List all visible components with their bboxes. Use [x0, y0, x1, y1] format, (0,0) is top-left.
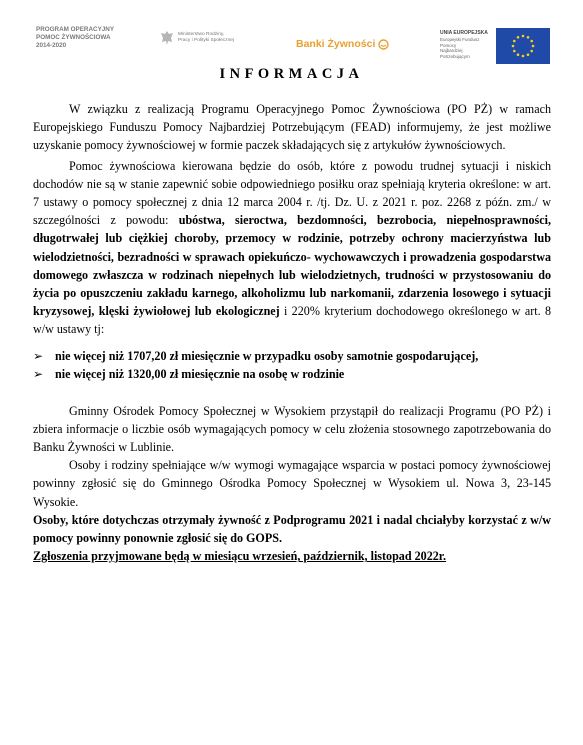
arrow-icon: ➢ [33, 348, 44, 363]
eu-flag-icon [496, 28, 550, 64]
program-logo-line: 2014-2020 [36, 42, 67, 49]
food-bank-logo [296, 38, 389, 50]
ministry-line: Ministerstwo Rodziny, [178, 32, 225, 37]
logo-bar [0, 0, 583, 64]
ministry-line: Pracy i Polityki Społecznej [178, 38, 234, 43]
paragraph-gops: Gminny Ośrodek Pomocy Społecznej w Wysokiem przystąpił do realizacji Programu (PO PŻ) i zbiera informacje o liczbie osób wymagających pomocy w celu złożenia stosownego zapotrzebowania do Banku Żywności w Lublinie. [33, 403, 551, 455]
income-limits-list [33, 347, 551, 384]
list-item [33, 365, 551, 384]
eu-line: Najbardziej Potrzebującym [440, 48, 470, 60]
page-title: INFORMACJA [219, 66, 364, 82]
spacer [33, 384, 551, 402]
paragraph-deadline: Zgłoszenia przyjmowane będą w miesiącu wrzesień, październik, listopad 2022r. [33, 549, 447, 564]
program-logo-line: PROGRAM OPERACYJNY [36, 26, 115, 33]
ministry-logo [160, 30, 234, 46]
criteria-text: Pomoc żywnościowa kierowana będzie do osób, które z powodu trudnej sytuacji i niskich dochodów nie są w stanie zapewnić sobie odpowiedniego posiłku oraz spełniają kryteria określone: w art. 7 ustawy o pomocy społecznej z dnia 12 marca 2004 r. /tj. Dz. U. z 2021 r. poz. 2268 z późn. zm./ w szczególności z powodu: [33, 158, 551, 228]
arrow-icon: ➢ [33, 367, 44, 382]
paragraph-intro: W związku z realizacją Programu Operacyjnego Pomoc Żywnościowa (PO PŻ) w ramach Europejskiego Funduszu Pomocy Najbardziej Potrzebującym (FEAD) informujemy, że jest możliwe uzyskanie pomocy żywnościowej w formie paczek składających się z artykułów żywnościowych. [33, 102, 551, 153]
eu-logo [440, 28, 550, 64]
paragraph-criteria [33, 157, 551, 339]
eagle-icon [160, 30, 174, 46]
document-body [33, 100, 551, 565]
eu-line: Europejski Fundusz Pomocy [440, 36, 480, 48]
criteria-income: i 220% kryterium dochodowego określonego w art. 8 w/w ustawy tj: [33, 304, 551, 337]
program-logo-line: POMOC ŻYWNOŚCIOWA [36, 34, 111, 41]
food-bank-icon [378, 39, 389, 50]
eu-line: UNIA EUROPEJSKA [440, 30, 488, 36]
limit-single: nie więcej niż 1707,20 zł miesięcznie w przypadku osoby samotnie gospodarującej, [55, 348, 479, 363]
paragraph-reapply: Osoby, które dotychczas otrzymały żywność z Podprogramu 2021 i nadal chciałyby korzystać z w/w pomocy powinny ponownie zgłosić się do GOPS. [33, 512, 551, 546]
food-bank-label: Banki Żywności [296, 38, 376, 50]
limit-family: nie więcej niż 1320,00 zł miesięcznie na osobę w rodzinie [55, 367, 345, 382]
list-item [33, 347, 551, 366]
criteria-reasons: ubóstwa, sieroctwa, bezdomności, bezrobocia, niepełnosprawności, długotrwałej lub ciężkiej choroby, przemocy w rodzinie, potrzeby ochrony macierzyństwa lub wielodzietności, bezradności w sprawach opiekuńczo- wychowawczych i prowadzenia gospodarstwa domowego zwłaszcza w rodzinach niepełnych lub wielodzietnych, trudności w przystosowaniu do życia po opuszczeniu zakładu karnego, alkoholizmu lub narkomanii, zdarzenia losowego i sytuacji kryzysowej, klęski żywiołowej lub ekologicznej [33, 213, 551, 319]
program-logo [36, 26, 114, 50]
paragraph-eligibility: Osoby i rodziny spełniające w/w wymogi wymagające wsparcia w postaci pomocy żywnościowej powinny zgłosić się do Gminnego Ośrodka Pomocy Społecznej w Wysokiem ul. Nowa 3, 23-145 Wysokie. [33, 458, 551, 509]
